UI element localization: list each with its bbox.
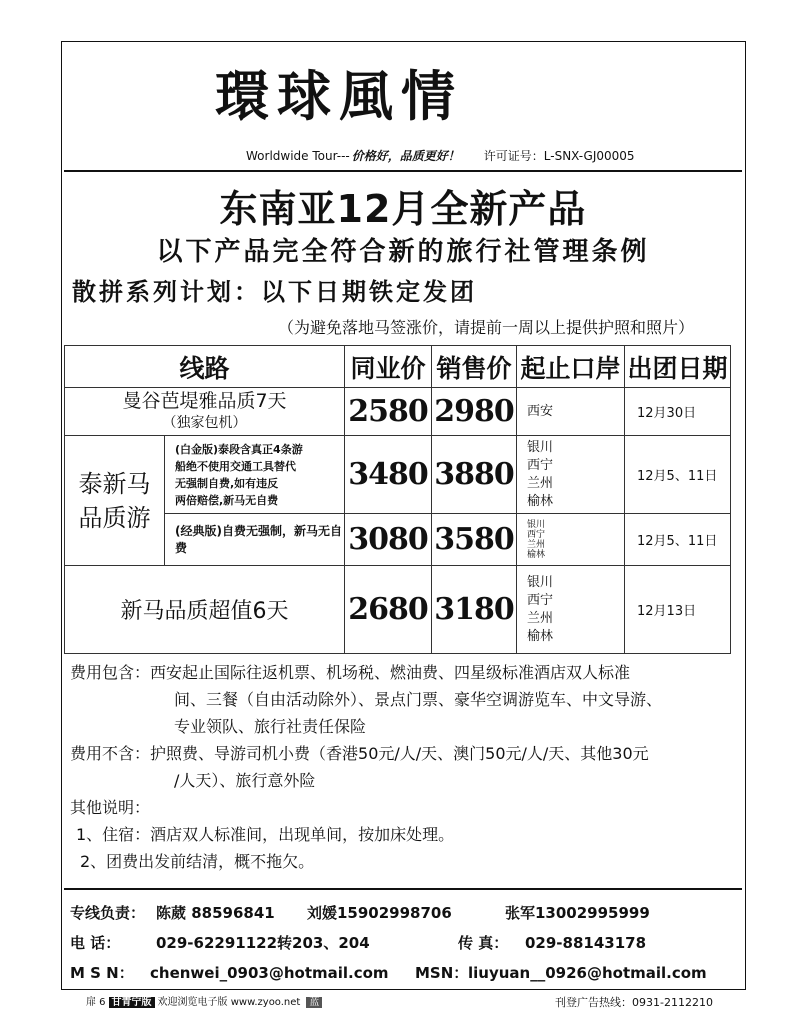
license-number: 许可证号：L-SNX-GJ00005 (483, 149, 635, 163)
sale-price: 3180 (432, 566, 517, 654)
fee-notes (70, 659, 735, 875)
lead-label: 专线负责： (70, 904, 146, 922)
table-row (65, 388, 731, 436)
include-text: 西安起止国际往返机票、机场税、燃油费、四星级标准酒店双人标准 (150, 663, 631, 682)
contact-person: 陈葳 88596841 (156, 904, 275, 922)
departure-date: 12月13日 (625, 566, 731, 654)
port: 西宁 (527, 457, 554, 473)
port: 兰州 (527, 610, 554, 626)
port: 银川 (527, 439, 554, 455)
group-name-line1: 泰新马 (78, 469, 151, 498)
header-sale-price: 销售价 (432, 346, 517, 388)
group-name-line2: 品质游 (78, 503, 151, 532)
headline: 东南亚12月全新产品 (219, 187, 587, 231)
msn-label: MSN： (415, 964, 469, 982)
sale-price: 3880 (432, 436, 517, 514)
route-name: 新马品质超值6天 (65, 566, 345, 654)
contacts (70, 898, 730, 988)
other-note: 1、住宿：酒店双人标准间，出现单间，按加床处理。 (76, 825, 455, 844)
departure-date: 12月30日 (625, 388, 731, 436)
port: 西宁 (527, 529, 546, 540)
visa-note: （为避免落地马签涨价，请提前一周以上提供护照和照片） (278, 318, 695, 337)
detail-line: 两倍赔偿,新马无自费 (175, 493, 279, 507)
include-line (70, 659, 735, 686)
edition-tag: 甘青宁版 (109, 997, 155, 1008)
port-list (517, 436, 625, 514)
exclude-text: 护照费、导游司机小费（香港50元/人/天、澳门50元/人/天、其他30元 (150, 744, 649, 763)
port: 榆林 (527, 628, 554, 644)
port: 榆林 (527, 549, 546, 560)
phone-number: 029-62291122转203、204 (156, 934, 370, 952)
footer (86, 993, 322, 1008)
sale-price: 2980 (432, 388, 517, 436)
port: 兰州 (527, 539, 546, 550)
include-text: 专业领队、旅行社责任保险 (174, 717, 367, 736)
include-text: 间、三餐（自由活动除外）、景点门票、豪华空调游览车、中文导游、 (174, 690, 663, 709)
msn-row (70, 958, 730, 988)
route-detail (165, 436, 345, 514)
contact-person: 张军13002995999 (505, 904, 650, 922)
header-port: 起止口岸 (517, 346, 625, 388)
port: 西宁 (527, 592, 554, 608)
port: 榆林 (527, 493, 554, 509)
detail-line: 船绝不使用交通工具替代 (175, 459, 296, 473)
plan-title: 散拼系列计划：以下日期铁定发团 (72, 277, 477, 306)
port: 西安 (517, 388, 625, 436)
welcome-text: 欢迎浏览电子版 www.zyoo.net (157, 997, 301, 1008)
subline: 以下产品完全符合新的旅行社管理条例 (156, 237, 650, 267)
trade-price: 2680 (345, 566, 432, 654)
departure-date: 12月5、11日 (625, 514, 731, 566)
group-name (65, 436, 165, 566)
header-route: 线路 (65, 346, 345, 388)
route-subtitle: （独家包机） (162, 414, 247, 431)
route-table (64, 345, 731, 654)
msn-address: chenwei_0903@hotmail.com (150, 964, 389, 982)
detail-line: (白金版)泰段含真正4条游 (175, 442, 303, 456)
msn-address: liuyuan__0926@hotmail.com (468, 964, 707, 982)
detail-line: 无强制自费,如有违反 (175, 476, 279, 490)
contact-person: 刘媛15902998706 (307, 904, 452, 922)
fax-label: 传 真： (458, 934, 509, 952)
fax-number: 029-88143178 (525, 934, 647, 952)
header-date: 出团日期 (625, 346, 731, 388)
include-label: 费用包含： (70, 663, 151, 682)
contacts-rule (64, 888, 742, 890)
trade-price: 3480 (345, 436, 432, 514)
tagline (246, 147, 635, 164)
msn-label: M S N： (70, 964, 134, 982)
phone-label: 电 话： (70, 934, 121, 952)
header-trade-price: 同业价 (345, 346, 432, 388)
departure-date: 12月5、11日 (625, 436, 731, 514)
brand-logo: 環球風情 (215, 64, 463, 128)
port-list (517, 566, 625, 654)
route-title: 曼谷芭堤雅品质7天 (122, 389, 287, 412)
table-row (65, 436, 731, 514)
sale-price: 3580 (432, 514, 517, 566)
route-name (65, 388, 345, 436)
trade-price: 3080 (345, 514, 432, 566)
port-list (517, 514, 625, 566)
exclude-text: /人天）、旅行意外险 (174, 771, 316, 790)
table-row (65, 566, 731, 654)
exclude-label: 费用不含： (70, 744, 151, 763)
other-note: 2、团费出发前结清，概不拖欠。 (80, 852, 315, 871)
phone-row (70, 928, 730, 958)
table-header-row (65, 346, 731, 388)
slogan: 价格好，品质更好！ (351, 149, 460, 163)
header-rule (64, 170, 742, 172)
other-label: 其他说明： (70, 798, 151, 817)
color-tag: 蓝 (306, 997, 322, 1008)
table-row (65, 514, 731, 566)
port: 银川 (527, 519, 546, 530)
exclude-line (70, 740, 735, 767)
port: 兰州 (527, 475, 554, 491)
lead-row (70, 898, 730, 928)
tagline-en: Worldwide Tour--- (246, 149, 350, 163)
page-number: 扉 6 (86, 997, 106, 1008)
trade-price: 2580 (345, 388, 432, 436)
route-detail: (经典版)自费无强制，新马无自费 (165, 514, 345, 566)
port: 银川 (527, 574, 554, 590)
ad-hotline: 刊登广告热线：0931-2112210 (555, 996, 713, 1009)
